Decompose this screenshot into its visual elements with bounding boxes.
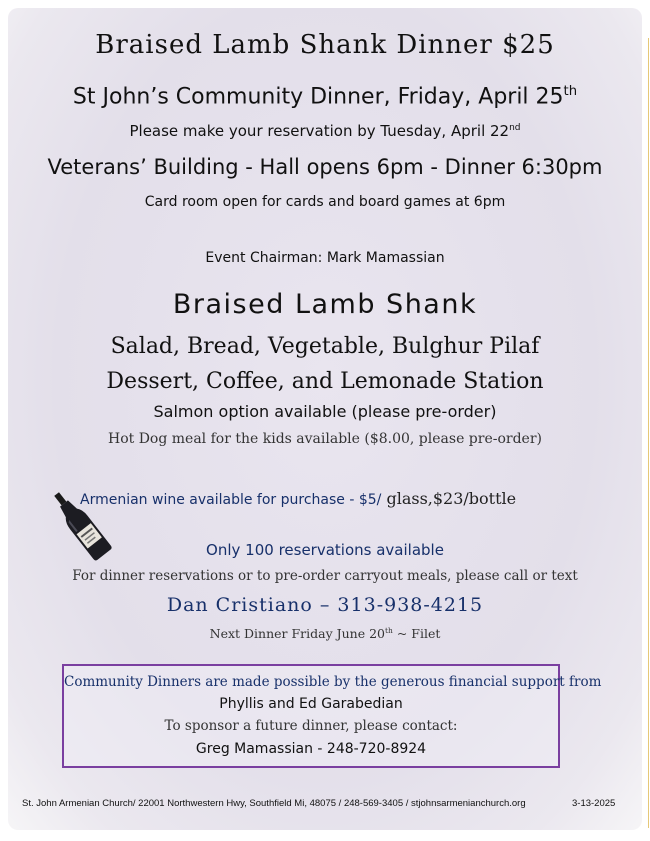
reservation-limit: Only 100 reservations available [206, 541, 444, 559]
event-text: St John’s Community Dinner, Friday, April 25 [72, 84, 564, 110]
sponsor-intro: Community Dinners are made possible by the generous financial support from [64, 674, 602, 690]
salmon-option: Salmon option available (please pre-order) [153, 402, 497, 421]
reservation-superscript: nd [509, 123, 521, 133]
flyer-title: Braised Lamb Shank Dinner $25 [95, 30, 555, 60]
sponsor-contact: Greg Mamassian - 248-720-8924 [195, 741, 427, 757]
next-dinner-text: Next Dinner Friday June 20 [209, 626, 385, 642]
contact-name-phone: Dan Cristiano – 313-938-4215 [166, 594, 484, 616]
wine-text-b: glass,$23/bottle [381, 489, 517, 508]
event-superscript: th [563, 84, 578, 99]
hotdog-option: Hot Dog meal for the kids available ($8.00, please pre-order) [107, 431, 542, 447]
event-chairman: Event Chairman: Mark Mamassian [205, 250, 445, 266]
venue-line: Veterans’ Building - Hall opens 6pm - Dinner 6:30pm [47, 155, 603, 179]
footer-address: St. John Armenian Church/ 22001 Northwestern Hwy, Southfield Mi, 48075 / 248-569-3405 / stjohnsarmenianchurch.org [22, 798, 526, 809]
footer-date: 3-13-2025 [572, 798, 616, 809]
next-dinner-superscript: th [385, 626, 393, 635]
reservation-instructions: For dinner reservations or to pre-order carryout meals, please call or text [72, 568, 578, 584]
sponsor-names: Phyllis and Ed Garabedian [219, 696, 403, 712]
reservation-line [0, 122, 650, 140]
menu-line-2: Dessert, Coffee, and Lemonade Station [106, 369, 544, 394]
event-line [0, 84, 650, 109]
next-dinner-suffix: ~ Filet [392, 626, 441, 642]
card-room-line: Card room open for cards and board games at 6pm [144, 194, 506, 210]
next-dinner [0, 626, 650, 641]
wine-line [80, 489, 550, 508]
reservation-text: Please make your reservation by Tuesday, April 22 [129, 122, 510, 140]
wine-text-a: Armenian wine available for purchase - $5/ [80, 492, 382, 508]
sponsor-box [62, 664, 602, 768]
menu-line-1: Salad, Bread, Vegetable, Bulghur Pilaf [110, 334, 540, 359]
menu-title: Braised Lamb Shank [172, 289, 478, 320]
sponsor-cta: To sponsor a future dinner, please contact: [164, 718, 458, 734]
